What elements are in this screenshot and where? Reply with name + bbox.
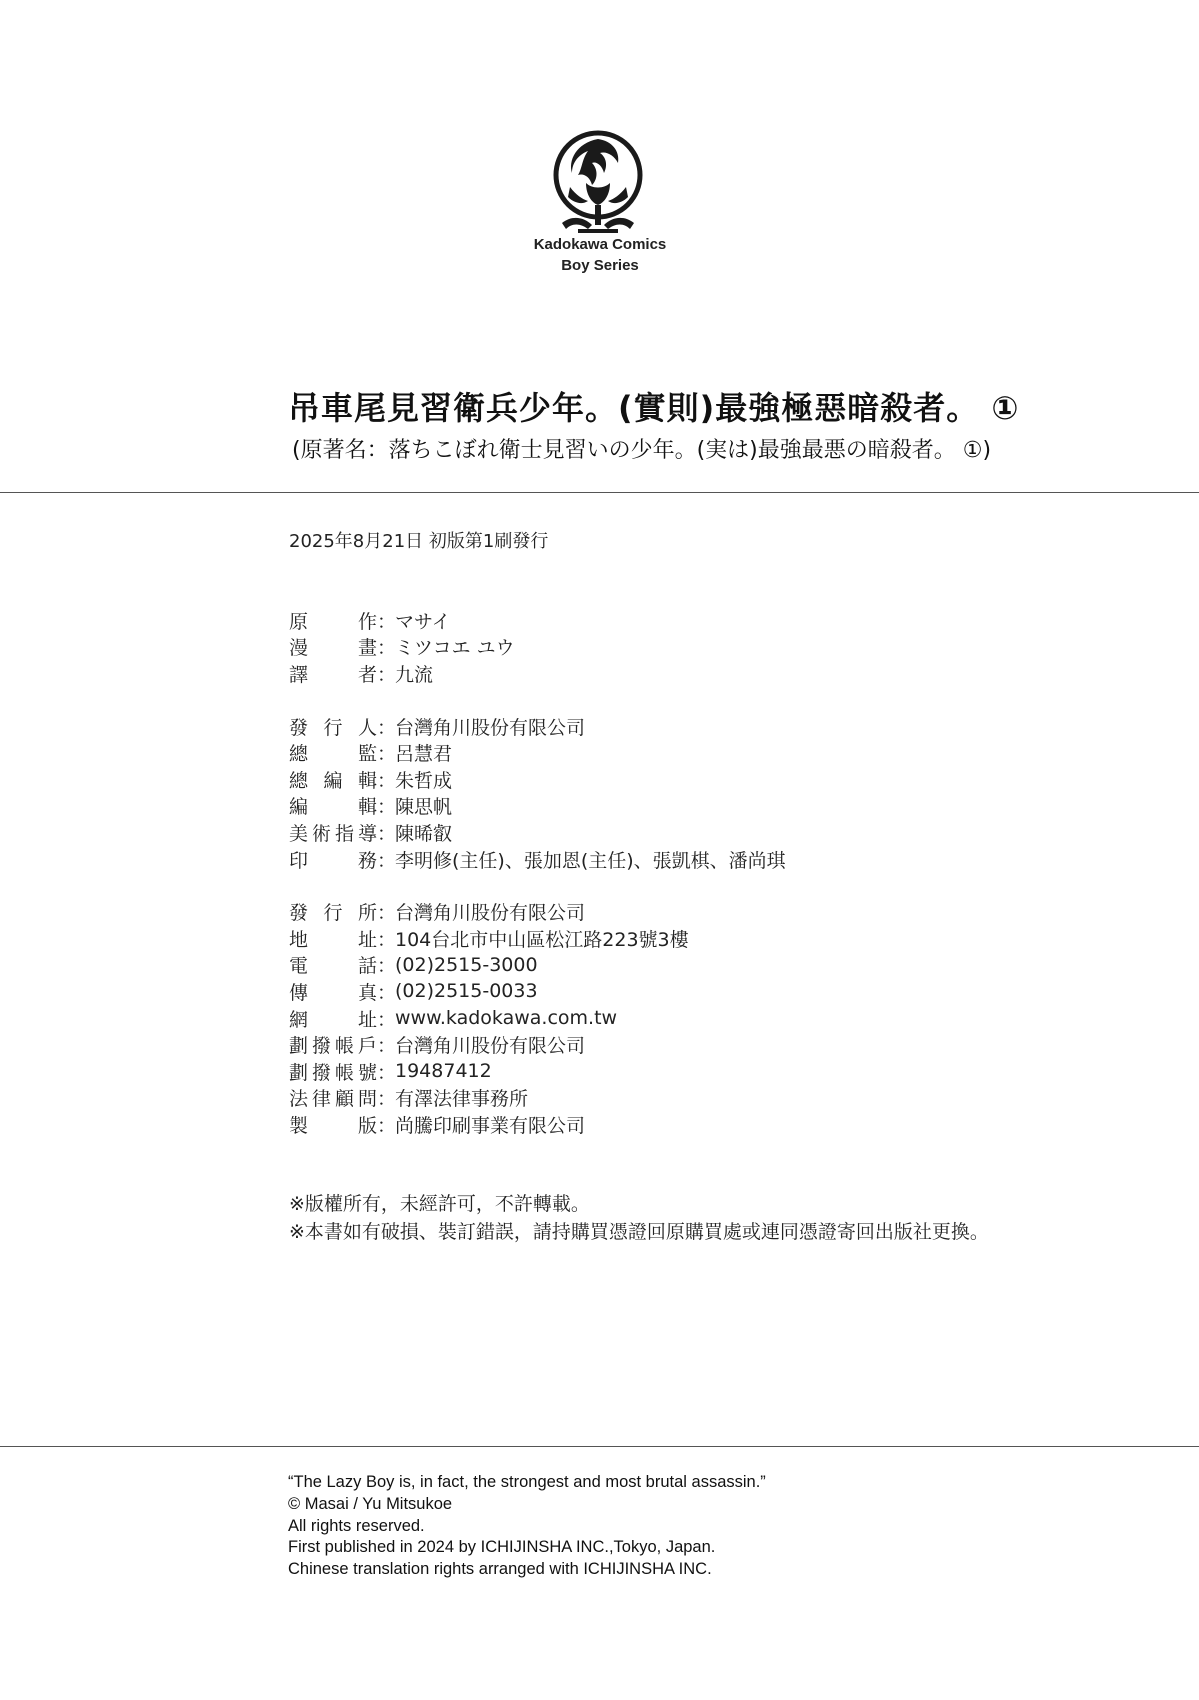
copyright-line: © Masai / Yu Mitsukoe (288, 1494, 453, 1513)
credit-row: 法律顧問 ： 有澤法律事務所 (289, 1085, 786, 1112)
credit-value: マサイ (395, 610, 451, 633)
original-title: (原著名：落ちこぼれ衛士見習いの少年。(実は)最強最悪の暗殺者。 ①) (292, 438, 992, 463)
credit-value: ミツコエ ユウ (395, 637, 515, 660)
credit-label: 地址 (289, 928, 377, 951)
copyright-notices (289, 1190, 989, 1246)
credit-row: 漫畫 ： ミツコエ ユウ (289, 634, 786, 661)
credit-row: 電話 ： (02)2515-3000 (289, 952, 786, 979)
credit-row: 發行人 ： 台灣角川股份有限公司 (289, 713, 786, 740)
credit-value: 陳思帆 (395, 796, 453, 819)
credit-row: 發行所 ： 台灣角川股份有限公司 (289, 898, 786, 925)
credit-value: 台灣角川股份有限公司 (395, 1035, 586, 1058)
book-title: 吊車尾見習衛兵少年。(實則)最強極惡暗殺者。 ① (288, 389, 1020, 427)
credit-label: 漫畫 (289, 637, 377, 660)
credit-value: (02)2515-3000 (395, 953, 538, 976)
credit-label: 譯者 (289, 663, 377, 686)
credit-label: 法律顧問 (289, 1088, 377, 1111)
english-title: “The Lazy Boy is, in fact, the strongest and most brutal assassin.” (288, 1473, 766, 1491)
imprint-series: Boy Series (561, 257, 639, 274)
website-link[interactable]: www.kadokawa.com.tw (395, 1007, 618, 1030)
english-credits (288, 1472, 766, 1581)
credit-label: 印務 (289, 849, 377, 872)
credit-row: 劃撥帳號 ： 19487412 (289, 1058, 786, 1085)
credit-value: 朱哲成 (395, 769, 453, 792)
imprint-name: Kadokawa Comics (533, 236, 667, 253)
credit-value: 104台北市中山區松江路223號3樓 (395, 928, 689, 951)
notice-line: ※版權所有，未經許可，不許轉載。 (289, 1193, 590, 1215)
credit-label: 美術指導 (289, 822, 377, 845)
credit-row: 編輯 ： 陳思帆 (289, 793, 786, 820)
credit-value: 呂慧君 (395, 743, 453, 766)
credit-value: 19487412 (395, 1060, 492, 1083)
credit-value: 有澤法律事務所 (395, 1088, 529, 1111)
credit-label: 原作 (289, 610, 377, 633)
credit-value: 台灣角川股份有限公司 (395, 716, 586, 739)
credit-row: 原作 ： マサイ (289, 607, 786, 634)
credit-value: 李明修(主任)、張加恩(主任)、張凱棋、潘尚琪 (395, 849, 786, 872)
credit-row: 傳真 ： (02)2515-0033 (289, 978, 786, 1005)
credit-label: 網址 (289, 1008, 377, 1031)
translation-rights-line: Chinese translation rights arranged with ICHIJINSHA INC. (288, 1560, 712, 1579)
top-divider (0, 492, 1199, 493)
credit-label: 電話 (289, 955, 377, 978)
credit-value: 九流 (395, 663, 434, 686)
rights-line: All rights reserved. (288, 1516, 425, 1535)
credit-label: 編輯 (289, 796, 377, 819)
credit-value: 陳晞叡 (395, 822, 453, 845)
publication-date: 2025年8月21日 初版第1刷發行 (289, 531, 549, 552)
credit-row: 總編輯 ： 朱哲成 (289, 766, 786, 793)
credit-label: 傳真 (289, 981, 377, 1004)
phoenix-crest-icon (548, 125, 648, 240)
credit-row: 網址 ： www.kadokawa.com.tw (289, 1005, 786, 1032)
credit-label: 劃撥帳號 (289, 1061, 377, 1084)
credit-label: 發行所 (289, 902, 377, 925)
credit-label: 劃撥帳戶 (289, 1035, 377, 1058)
credit-row: 劃撥帳戶 ： 台灣角川股份有限公司 (289, 1031, 786, 1058)
credit-row: 地址 ： 104台北市中山區松江路223號3樓 (289, 925, 786, 952)
first-published-line: First published in 2024 by ICHIJINSHA INC.,Tokyo, Japan. (288, 1538, 716, 1557)
credit-label: 總編輯 (289, 769, 377, 792)
credit-row: 製版 ： 尚騰印刷事業有限公司 (289, 1111, 786, 1138)
credit-label: 製版 (289, 1114, 377, 1137)
credit-label: 總監 (289, 743, 377, 766)
credit-row: 美術指導 ： 陳晞叡 (289, 819, 786, 846)
credit-row: 印務 ： 李明修(主任)、張加恩(主任)、張凱棋、潘尚琪 (289, 846, 786, 873)
credit-value: 尚騰印刷事業有限公司 (395, 1114, 586, 1137)
credit-value: 台灣角川股份有限公司 (395, 902, 586, 925)
credits-list (289, 607, 786, 1138)
bottom-divider (0, 1446, 1199, 1447)
credit-row: 總監 ： 呂慧君 (289, 739, 786, 766)
credit-label: 發行人 (289, 716, 377, 739)
notice-line: ※本書如有破損、裝訂錯誤，請持購買憑證回原購買處或連同憑證寄回出版社更換。 (289, 1221, 989, 1243)
credit-row: 譯者 ： 九流 (289, 660, 786, 687)
credit-value: (02)2515-0033 (395, 980, 538, 1003)
